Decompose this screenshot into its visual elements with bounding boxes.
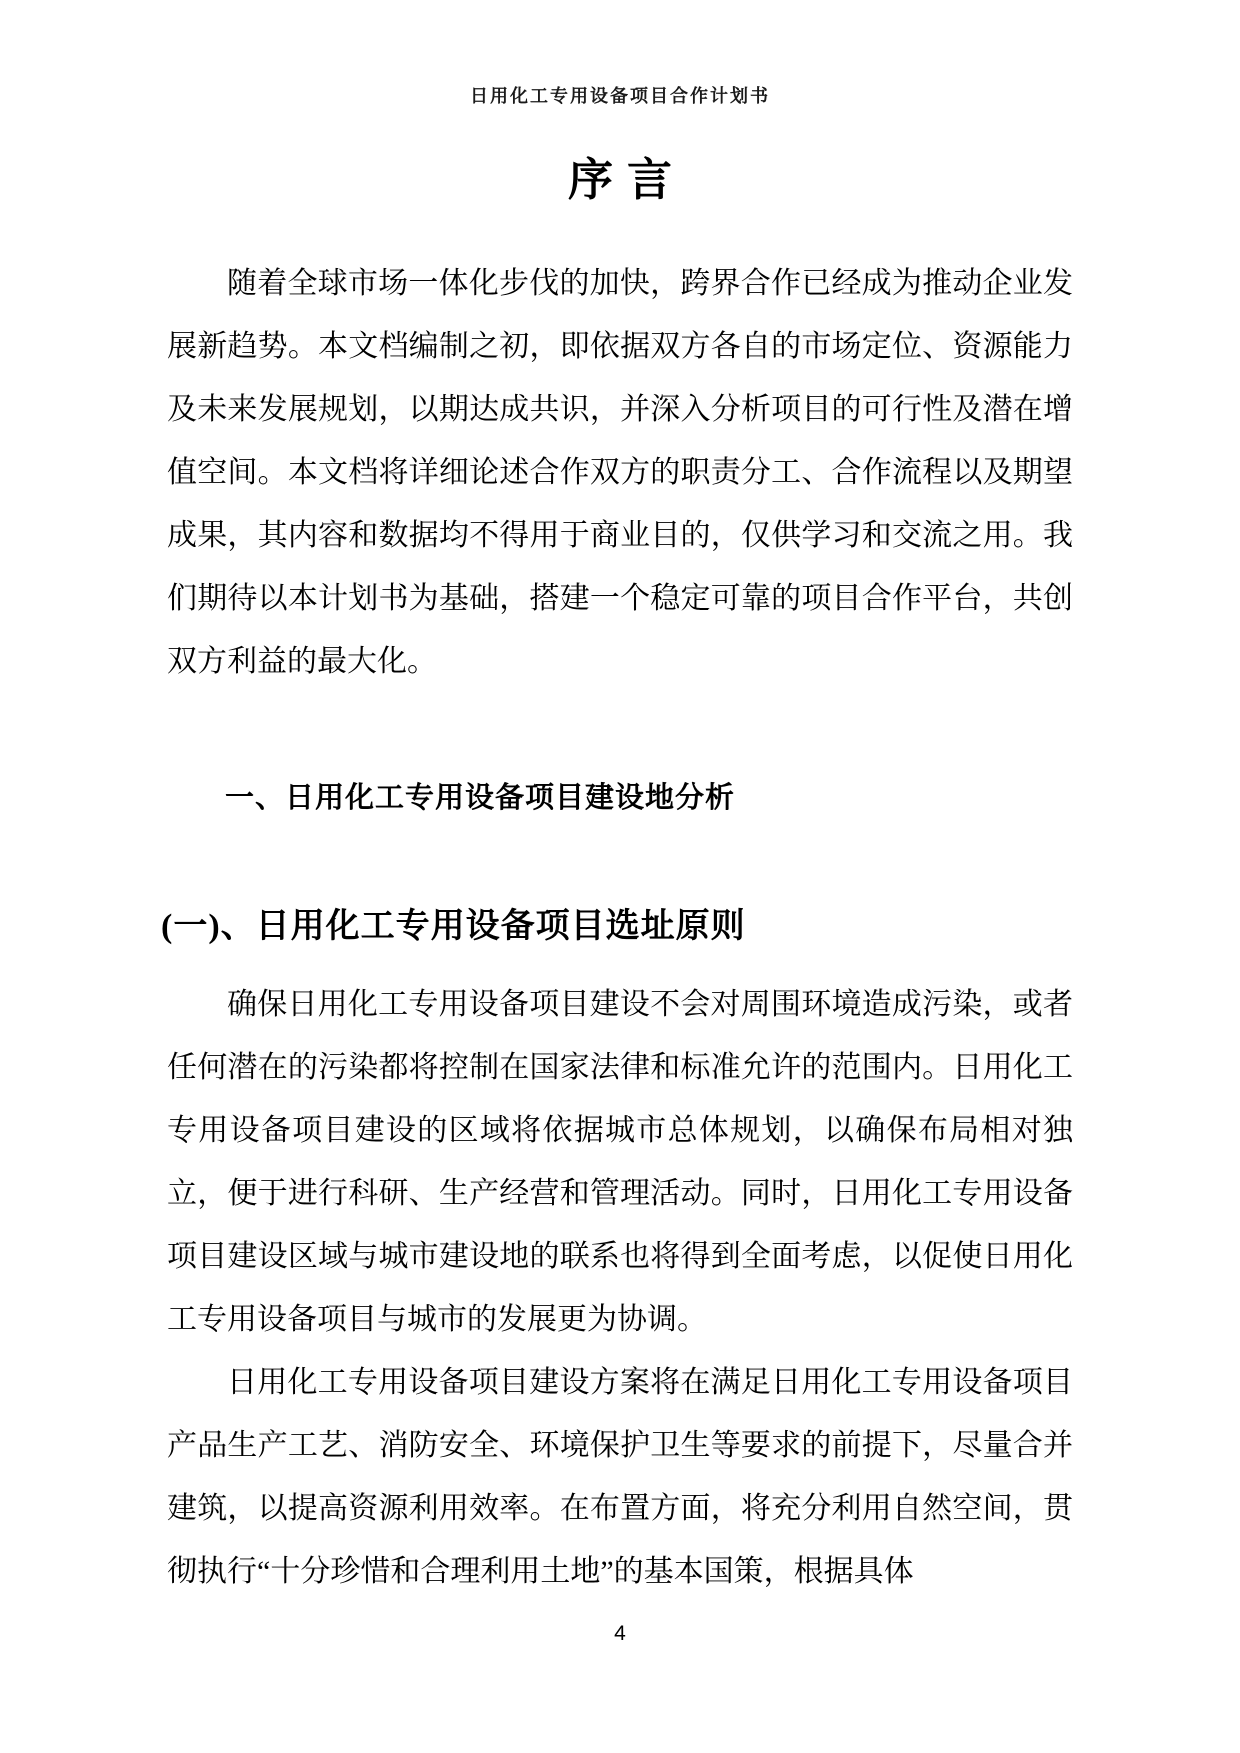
page-title: 序言 [567, 155, 686, 205]
document-header-title: 日用化工专用设备项目合作计划书 [470, 86, 770, 106]
page-number: 4 [614, 1622, 626, 1645]
subsection-heading-1-1: (一)、日用化工专用设备项目选址原则 [161, 908, 746, 945]
intro-paragraph: 随着全球市场一体化步伐的加快，跨界合作已经成为推动企业发展新趋势。本文档编制之初，即依据双方各自的市场定位、资源能力及未来发展规划，以期达成共识，并深入分析项目的可行性及潜在增值空间。本文档将详细论述合作双方的职责分工、合作流程以及期望成果，其内容和数据均不得用于商业目的，仅供学习和交流之用。我们期待以本计划书为基础，搭建一个稳定可靠的项目合作平台，共创双方利益的最大化。 [167, 267, 1073, 678]
body-paragraph: 确保日用化工专用设备项目建设不会对周围环境造成污染，或者任何潜在的污染都将控制在国家法律和标准允许的范围内。日用化工专用设备项目建设的区域将依据城市总体规划，以确保布局相对独立，便于进行科研、生产经营和管理活动。同时，日用化工专用设备项目建设区域与城市建设地的联系也将得到全面考虑，以促使日用化工专用设备项目与城市的发展更为协调。 [167, 988, 1073, 1336]
body-paragraph: 日用化工专用设备项目建设方案将在满足日用化工专用设备项目产品生产工艺、消防安全、环境保护卫生等要求的前提下，尽量合并建筑，以提高资源利用效率。在布置方面，将充分利用自然空间，贯彻执行“十分珍惜和合理利用土地”的基本国策，根据具体 [167, 1366, 1073, 1588]
section-heading-1: 一、日用化工专用设备项目建设地分析 [225, 782, 736, 814]
